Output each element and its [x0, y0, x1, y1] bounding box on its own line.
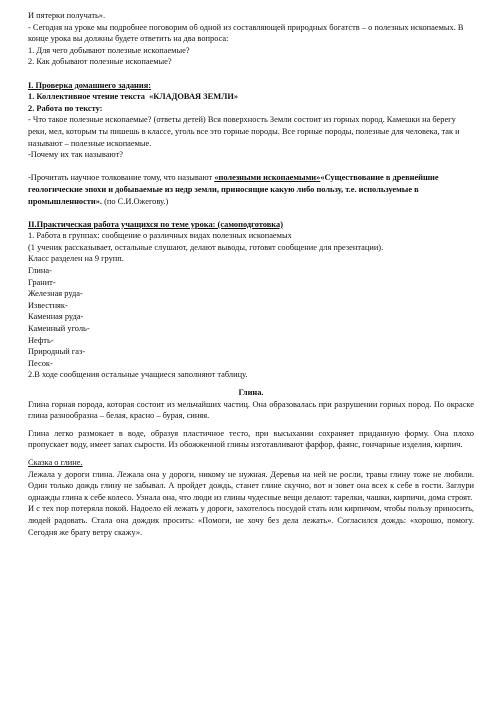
section-2-item-1: 1. Работа в группах: сообщение о различных видах полезных ископаемых	[28, 231, 292, 241]
definition-paragraph	[28, 172, 474, 207]
tale-title: Сказка о глине.	[28, 457, 83, 467]
reading-title: «КЛАДОВАЯ ЗЕМЛИ»	[149, 92, 239, 102]
definition-lead: -Прочитать научное толкование тому, что называют	[28, 173, 215, 183]
intro-paragraph: - Сегодня на уроке мы подробнее поговорим об одной из составляющей природных богатств – о полезных ископаемых. В конце урока вы должны будете ответить на два вопроса:	[28, 22, 464, 44]
question-1: 1. Для чего добывают полезные ископаемые?	[28, 45, 190, 55]
section-1-heading: I. Проверка домашнего задания:	[28, 80, 152, 90]
document-page	[28, 10, 474, 538]
mineral-item: Глина-	[28, 266, 52, 276]
tale-paragraph-2: И с тех пор потеряла покой. Надоело ей лежать у дороги, захотелось посудой стать или кирпичом, чтобы пользу приносить, людей радовать. Стала она дождик просить: «Помоги, не хочу без дела лежать». Согласился дождь: «хорошо, помогу. Сегодня же брату ветру скажу».	[28, 504, 474, 537]
mineral-item: Каменный уголь-	[28, 324, 90, 334]
question-2: 2. Как добывают полезные ископаемые?	[28, 57, 172, 67]
mineral-item: Гранит-	[28, 277, 56, 287]
mineral-item: Природный газ-	[28, 347, 86, 357]
clay-title: Глина.	[238, 388, 264, 397]
definition-source: (по С.И.Ожегову.)	[102, 196, 169, 206]
mineral-item: Железная руда-	[28, 289, 83, 299]
section-1-question: -Почему их так называют?	[28, 150, 123, 160]
section-1-item-2: 2. Работа по тексту:	[28, 103, 103, 113]
section-2-item-2: 2.В ходе сообщения остальные учащиеся заполняют таблицу.	[28, 370, 248, 380]
mineral-item: Известняк-	[28, 300, 68, 310]
section-2-heading: II.Практическая работа учащихся по теме урока: (самоподготовка)	[28, 219, 283, 229]
section-2-item-1-note: (1 ученик рассказывает, остальные слушают, делают выводы, готовят сообщение для презентации).	[28, 242, 384, 252]
definition-quote: «Существование в древнейшие геологические эпохи и добываемые из недр земли, приносящие какую либо пользу, т.е. используемые в промышленности».	[28, 173, 439, 206]
clay-paragraph-2: Глина легко размокает в воде, образуя пластичное тесто, при высыхании сохраняет приданную форму. Она плохо пропускает воду, имеет запах сырости. Из обожженной глины изготавливают фарфор, фаянс, гончарные изделия, кирпич.	[28, 428, 474, 450]
mineral-item: Нефть-	[28, 335, 54, 345]
section-1-text: - Что такое полезные ископаемые? (ответы детей) Вся поверхность Земли состоит из горных пород. Камешки на берегу реки, мел, которым ты пишешь в классе, уголь все это горные породы. Все горные породы, полезные для человека, так и называют – полезные ископаемые.	[28, 115, 460, 148]
clay-paragraph-1: Глина горная порода, которая состоит из мельчайших частиц. Она образовалась при разрушении горных пород. По окраске глина разнообразна – белая, красно – бурая, синяя.	[28, 399, 474, 421]
reading-label: 1. Коллективное чтение текста	[28, 92, 145, 102]
mineral-item: Песок-	[28, 358, 53, 368]
tale-paragraph-1: Лежала у дороги глина. Лежала она у дороги, никому не нужная. Деревья на ней не росли, травы глину тоже не любили. Один только дождь глину не забывал. А пройдет дождь, станет глине скучно, вот и зовет она всех к себе в гости. Заглури однажды глина к себе колесо. Узнала она, что люди из глины чудесные вещи делают: тарелки, чашки, кирпичи, дома строят.	[28, 469, 474, 502]
definition-term: «полезными ископаемыми»	[214, 173, 321, 183]
mineral-item: Каменная руда-	[28, 312, 84, 322]
groups-line: Класс разделен на 9 групп.	[28, 254, 124, 264]
section-1-item-1	[28, 91, 474, 103]
intro-line: И пятерки получать».	[28, 11, 106, 20]
